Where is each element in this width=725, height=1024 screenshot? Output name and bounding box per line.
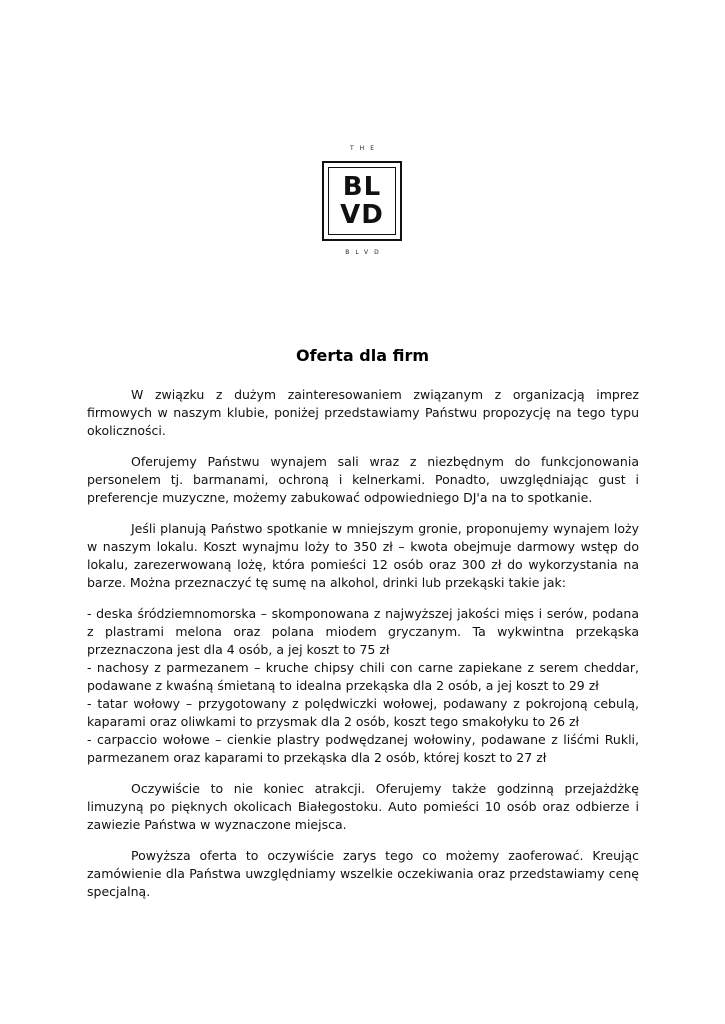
blvd-logo (318, 145, 406, 257)
list-item: - nachosy z parmezanem – kruche chipsy chili con carne zapiekane z serem cheddar, podawane z kwaśną śmietaną to idealna przekąska dla 2 osób, a jej koszt to 29 zł (87, 660, 639, 693)
staff-paragraph: Oferujemy Państwu wynajem sali wraz z niezbędnym do funkcjonowania personelem tj. barmanami, ochroną i kelnerkami. Ponadto, uwzględniając gust i preferencje muzyczne, możemy zabukować odpowiedniego DJ'a na to spotkanie. (87, 454, 639, 505)
logo-bottom-text: BLVD (345, 249, 385, 256)
list-item: - deska śródziemnomorska – skomponowana z najwyższej jakości mięs i serów, podana z plastrami melona oraz polana miodem gryczanym. Ta wykwintna przekąska przeznaczona jest dla 4 osób, a jej koszt to 75 zł (87, 606, 639, 657)
logo-wordmark (324, 163, 400, 239)
logo-line-2: VD (340, 200, 384, 230)
list-item: - carpaccio wołowe – cienkie plastry podwędzanej wołowiny, podawane z liśćmi Rukli, parmezanem oraz kaparami to przekąska dla 2 osób, której koszt to 27 zł (87, 732, 639, 765)
limo-paragraph: Oczywiście to nie koniec atrakcji. Oferujemy także godzinną przejażdżkę limuzyną po pięknych okolicach Białegostoku. Auto pomieści 10 osób oraz odbierze i zawiezie Państwa w wyznaczone miejsca. (87, 781, 639, 832)
logo-top-text: THE (350, 145, 380, 152)
lodge-paragraph: Jeśli planują Państwo spotkanie w mniejszym gronie, proponujemy wynajem loży w naszym lokalu. Koszt wynajmu loży to 350 zł – kwota obejmuje darmowy wstęp do lokalu, zarezerwowaną lożę, która pomieści 12 osób oraz 300 zł do wykorzystania na barze. Można przeznaczyć tę sumę na alkohol, drinki lub przekąski takie jak: (87, 521, 639, 590)
logo-line-1: BL (342, 172, 382, 202)
page-title: Oferta dla firm (295, 346, 430, 365)
logo-frame (322, 161, 402, 241)
snack-list (87, 605, 639, 767)
intro-paragraph: W związku z dużym zainteresowaniem związanym z organizacją imprez firmowych w naszym klubie, poniżej przedstawiamy Państwu propozycję na tego typu okoliczności. (87, 387, 639, 438)
summary-paragraph: Powyższa oferta to oczywiście zarys tego co możemy zaoferować. Kreując zamówienie dla Państwa uwzględniamy wszelkie oczekiwania oraz przedstawiamy cenę specjalną. (87, 848, 639, 899)
list-item: - tatar wołowy – przygotowany z polędwiczki wołowej, podawany z pokrojoną cebulą, kaparami oraz oliwkami to przysmak dla 2 osób, koszt tego smakołyku to 26 zł (87, 696, 639, 729)
document-body (87, 386, 639, 914)
